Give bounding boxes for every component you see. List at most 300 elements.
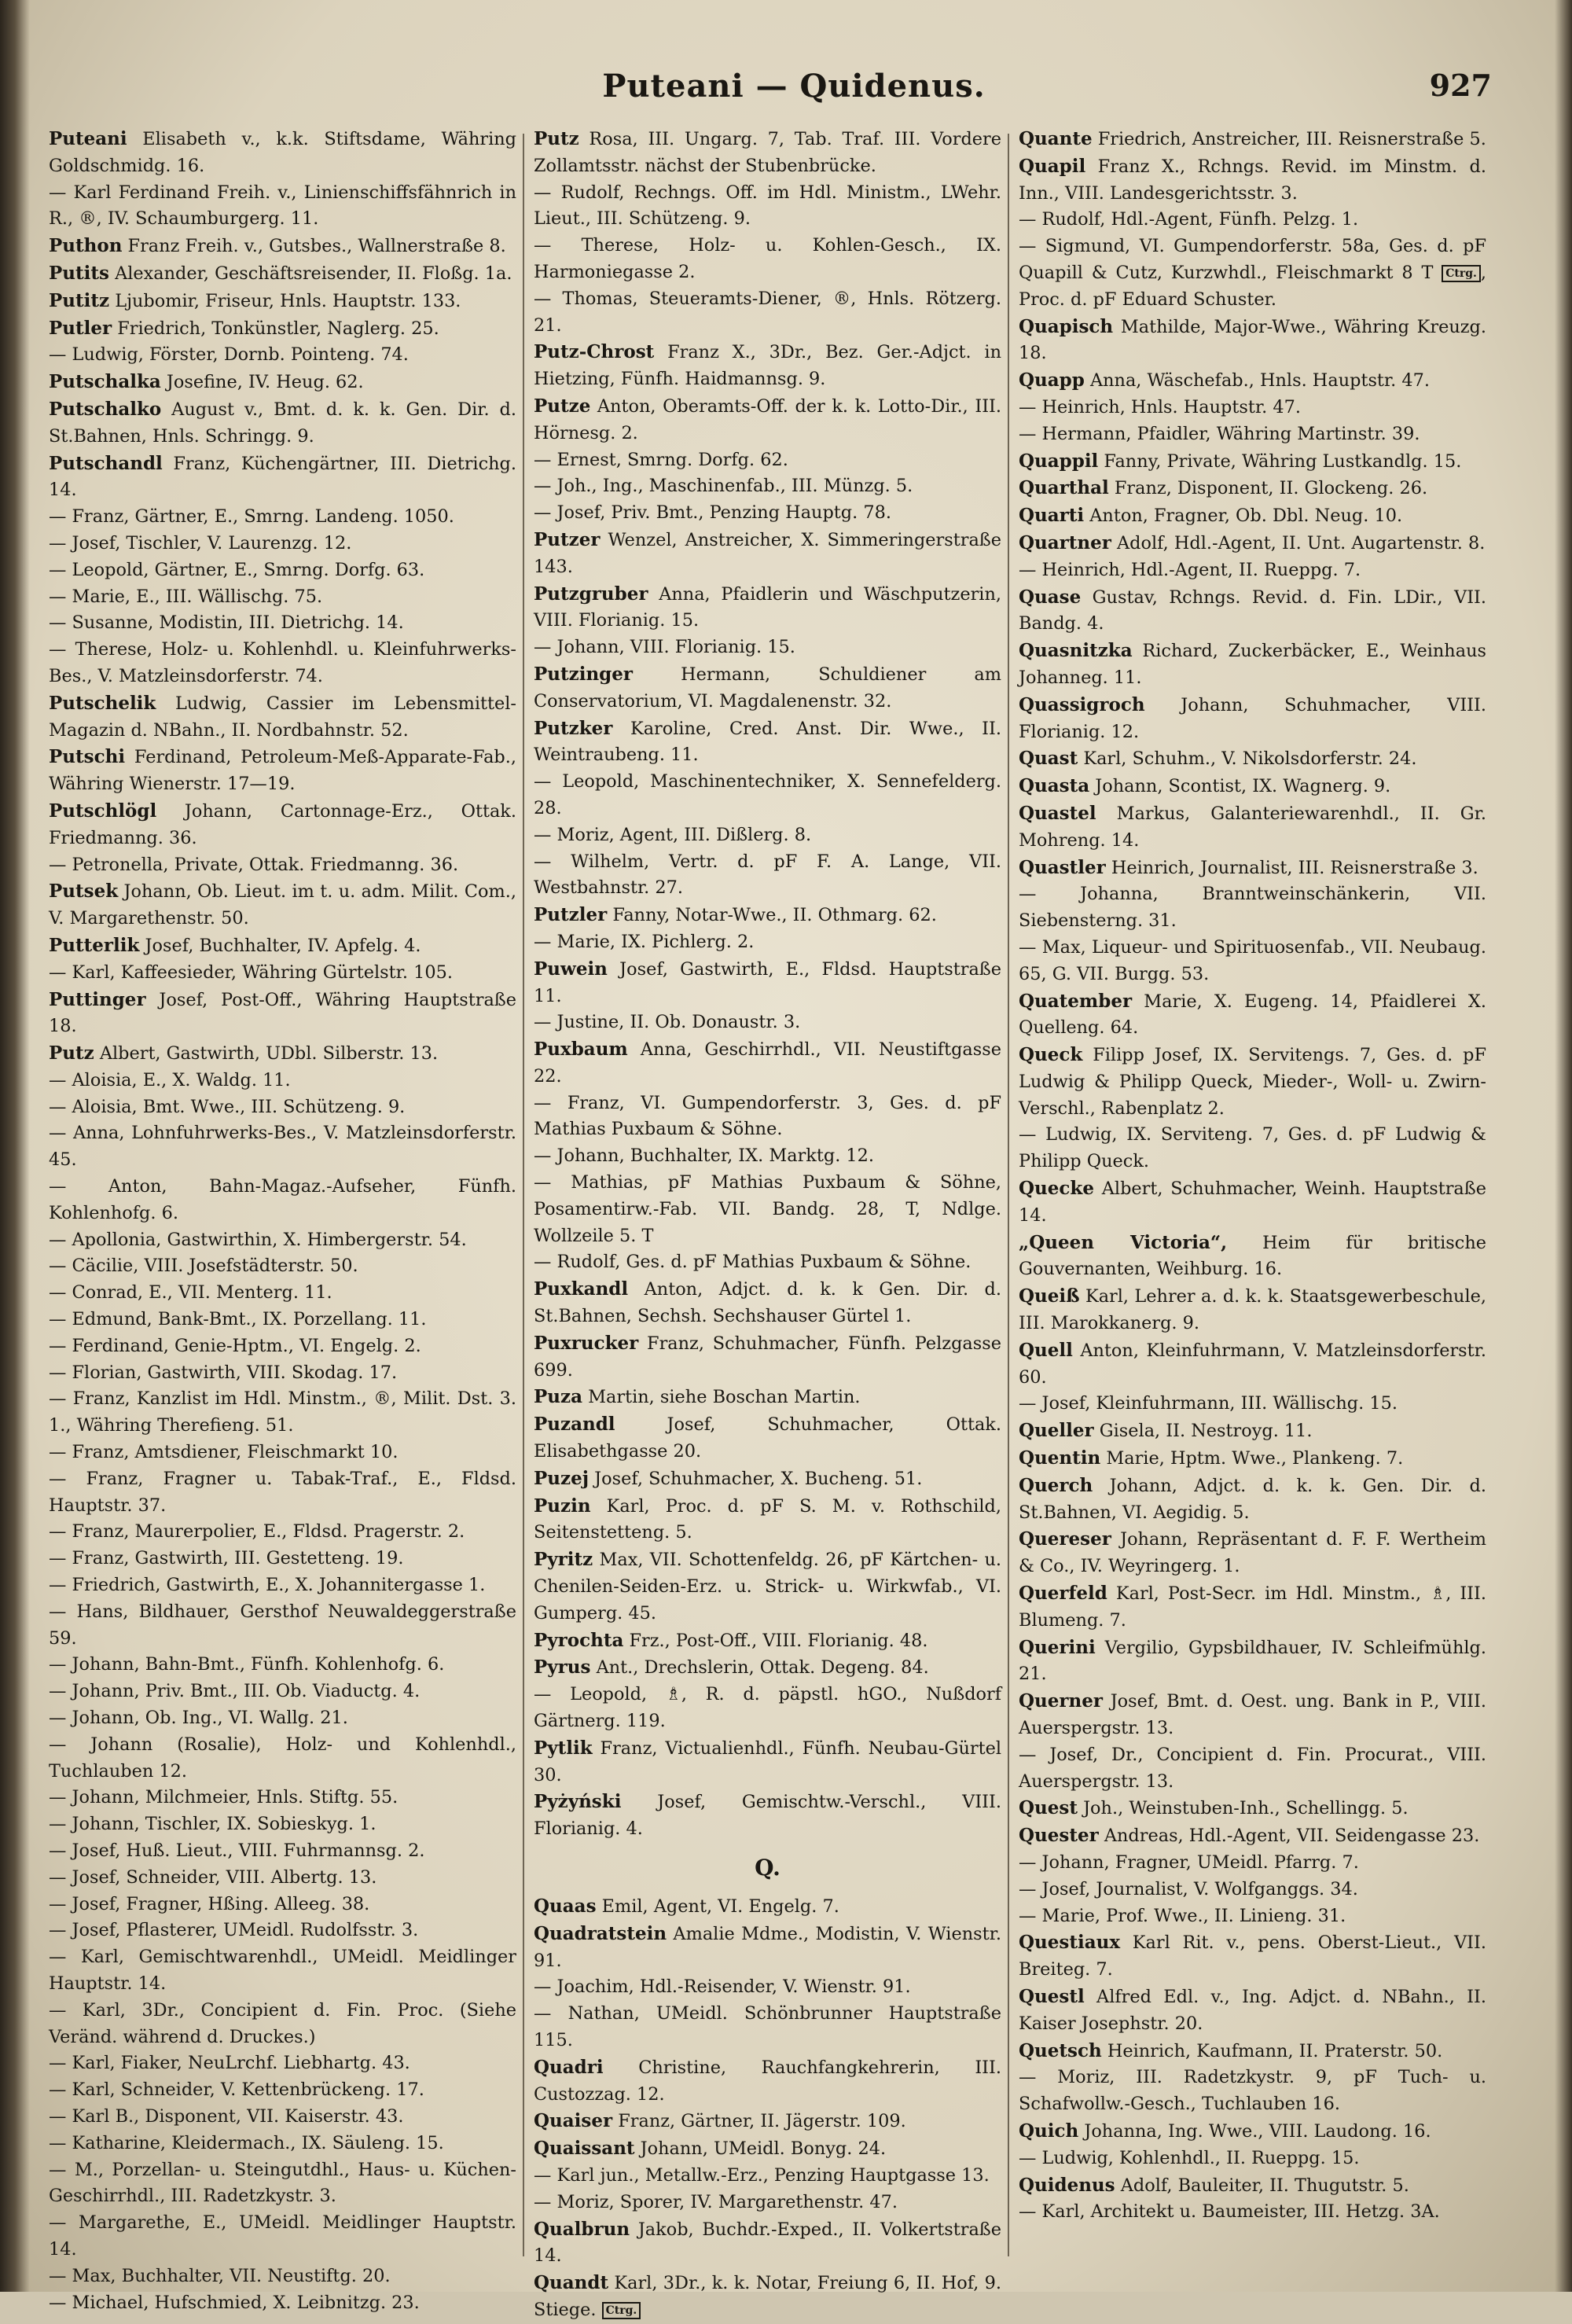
directory-entry xyxy=(534,1009,1001,1036)
page-header xyxy=(47,68,1541,131)
directory-entry xyxy=(49,1519,516,1546)
directory-entry xyxy=(1019,207,1486,234)
directory-entry xyxy=(534,715,1001,770)
entry-details: Karoline, Cred. Anst. Dir. Wwe., II. Weintraubeng. 11. xyxy=(534,718,1001,766)
entry-surname: Putze xyxy=(534,395,591,417)
entry-details: Albert, Gastwirth, UDbl. Silberstr. 13. xyxy=(94,1043,439,1065)
entry-details: — Katharine, Kleidermach., IX. Säuleng. 15. xyxy=(49,2132,444,2153)
directory-entry xyxy=(1019,1042,1486,1122)
entry-details: Johanna, Ing. Wwe., VIII. Laudong. 16. xyxy=(1078,2120,1431,2142)
entry-surname: Putitz xyxy=(49,289,110,311)
entry-details: Anna, Pfaidlerin und Wäschputzerin, VIII. Florianig. 15. xyxy=(534,583,1001,631)
entry-surname: Querfeld xyxy=(1019,1583,1107,1605)
directory-entry xyxy=(1019,421,1486,448)
entry-details: Ant., Drechslerin, Ottak. Degeng. 84. xyxy=(590,1657,929,1679)
entry-surname: Pytlik xyxy=(534,1737,593,1759)
directory-entry xyxy=(49,2077,516,2104)
directory-entry xyxy=(1019,153,1486,208)
directory-entry xyxy=(1019,234,1486,313)
directory-entry xyxy=(49,2290,516,2317)
entry-details: — Johann, VIII. Florianig. 15. xyxy=(534,637,795,658)
directory-entry xyxy=(534,1682,1001,1735)
entry-details: — Max, Buchhalter, VII. Neustiftg. 20. xyxy=(49,2265,391,2286)
entry-details: — Rudolf, Hdl.-Agent, Fünfh. Pelzg. 1. xyxy=(1019,209,1359,230)
entry-details: Gisela, II. Nestroyg. 11. xyxy=(1093,1421,1313,1442)
entry-details: — Moriz, Sporer, IV. Margarethenstr. 47. xyxy=(534,2191,898,2212)
entry-details: — Therese, Holz- u. Kohlenhdl. u. Kleinfuhrwerks-Bes., V. Matzleinsdorferstr. 74. xyxy=(49,639,516,686)
entry-details: Rosa, III. Ungarg. 7, Tab. Traf. III. Vordere Zollamtsstr. nächst der Stubenbrücke. xyxy=(534,129,1001,176)
entry-details: Mathilde, Major-Wwe., Währing Kreuzg. 18. xyxy=(1019,316,1486,364)
directory-entry xyxy=(1019,395,1486,421)
stamp-mark: Ctrg. xyxy=(602,2302,641,2319)
directory-entry xyxy=(534,339,1001,393)
entry-details: Josefine, IV. Heug. 62. xyxy=(160,372,364,393)
entry-surname: Putschlögl xyxy=(49,800,157,822)
entry-surname: Putschi xyxy=(49,746,126,768)
entry-details: Josef, Bmt. d. Oest. ung. Bank in P., VIII. Auerspergstr. 13. xyxy=(1019,1691,1486,1739)
entry-surname: Putzgruber xyxy=(534,583,648,605)
entry-details: Amalie Mdme., Modistin, V. Wienstr. 91. xyxy=(534,1923,1001,1971)
directory-entry xyxy=(49,1280,516,1307)
entry-details: — Josef, Tischler, V. Laurenzg. 12. xyxy=(49,532,352,553)
entry-details: — Aloisia, Bmt. Wwe., III. Schützeng. 9. xyxy=(49,1096,406,1117)
directory-entry xyxy=(49,960,516,987)
directory-entry xyxy=(534,1493,1001,1547)
entry-details: — Johann, Priv. Bmt., III. Ob. Viaductg. 4. xyxy=(49,1681,421,1702)
entry-details: — Josef, Priv. Bmt., Penzing Hauptg. 78. xyxy=(534,502,891,524)
entry-details: — Josef, Kleinfuhrmann, III. Wällischg. 15. xyxy=(1019,1393,1398,1414)
entry-surname: Quereser xyxy=(1019,1528,1111,1550)
directory-entry xyxy=(49,233,516,260)
directory-entry xyxy=(534,1789,1001,1843)
entry-details: — Florian, Gastwirth, VIII. Skodag. 17. xyxy=(49,1362,398,1383)
directory-entry xyxy=(49,396,516,450)
entry-details: — Moriz, Agent, III. Dißlerg. 8. xyxy=(534,824,812,845)
entry-details: Heim für britische Gouvernanten, Weihburg. 16. xyxy=(1019,1232,1486,1280)
entry-details: — Petronella, Private, Ottak. Friedmanng. 36. xyxy=(49,854,459,875)
directory-entry xyxy=(49,1599,516,1653)
directory-entry xyxy=(49,1040,516,1068)
entry-surname: Quasta xyxy=(1019,775,1090,797)
directory-entry xyxy=(49,987,516,1041)
entry-details: — Mathias, pF Mathias Puxbaum & Söhne, Posamentirw.-Fab. VII. Bandg. 28, T, Ndlge. Wollzeile 5. T xyxy=(534,1172,1001,1246)
entry-surname: Puthon xyxy=(49,235,123,257)
directory-entry xyxy=(1019,2118,1486,2146)
entry-details: Karl, Post-Secr. im Hdl. Minstm., ♗, III. Blumeng. 7. xyxy=(1019,1583,1486,1631)
directory-entry xyxy=(534,1143,1001,1170)
entry-surname: Putler xyxy=(49,317,112,339)
entry-surname: Puxkandl xyxy=(534,1278,629,1300)
entry-details: — Justine, II. Ob. Donaustr. 3. xyxy=(534,1012,801,1033)
directory-entry xyxy=(1019,1580,1486,1635)
directory-entry xyxy=(534,956,1001,1010)
entry-details: — Karl jun., Metallw.-Erz., Penzing Hauptgasse 13. xyxy=(534,2164,990,2186)
entry-details: Anton, Oberamts-Off. der k. k. Lotto-Dir., III. Hörnesg. 2. xyxy=(534,395,1001,443)
entry-details: Johann, Schuhmacher, VIII. Florianig. 12. xyxy=(1019,694,1486,742)
directory-entry xyxy=(534,473,1001,500)
directory-entry xyxy=(534,1170,1001,1249)
entry-details: — Apollonia, Gastwirthin, X. Himbergerstr. 54. xyxy=(49,1229,467,1250)
entry-surname: Puxbaum xyxy=(534,1039,628,1061)
entry-details: — Aloisia, E., X. Waldg. 11. xyxy=(49,1069,291,1090)
directory-entry xyxy=(1019,1445,1486,1473)
directory-entry xyxy=(49,126,516,180)
directory-entry xyxy=(1019,502,1486,530)
directory-entry xyxy=(1019,2146,1486,2172)
entry-surname: Quest xyxy=(1019,1797,1078,1819)
directory-entry xyxy=(49,342,516,369)
entry-details: August v., Bmt. d. k. k. Gen. Dir. d. St.Bahnen, Hnls. Schringg. 9. xyxy=(49,399,516,447)
entry-details: Franz, Gärtner, II. Jägerstr. 109. xyxy=(612,2111,906,2132)
entry-details: Christine, Rauchfangkehrerin, III. Custozzag. 12. xyxy=(534,2057,1001,2105)
entry-details: — Karl Ferdinand Freih. v., Linienschiffsfähnrich in R., ®, IV. Schaumburgerg. 11. xyxy=(49,182,516,230)
entry-details: — Johann, Buchhalter, IX. Marktg. 12. xyxy=(534,1145,875,1167)
entry-details: — Conrad, E., VII. Menterg. 11. xyxy=(49,1282,332,1304)
entry-details: — Leopold, Maschinentechniker, X. Sennefelderg. 28. xyxy=(534,771,1001,818)
directory-entry xyxy=(534,447,1001,474)
entry-surname: Quecke xyxy=(1019,1178,1094,1200)
entry-surname: Quante xyxy=(1019,128,1093,149)
entry-details: — Franz, Gastwirth, III. Gestetteng. 19. xyxy=(49,1548,404,1569)
entry-surname: Quapil xyxy=(1019,155,1086,177)
entry-details: — Sigmund, VI. Gumpendorferstr. 58a, Ges. d. pF Quapill & Cutz, Kurzwhdl., Fleischmarkt 8 T xyxy=(1019,236,1486,283)
directory-entry xyxy=(534,1330,1001,1384)
section-letter: Q. xyxy=(755,1855,780,1881)
directory-entry xyxy=(534,2135,1001,2163)
entry-details: — Ludwig, Kohlenhdl., II. Rueppg. 15. xyxy=(1019,2147,1360,2168)
entry-details: — Ernest, Smrng. Dorfg. 62. xyxy=(534,449,788,470)
directory-entry xyxy=(49,2104,516,2131)
directory-entry xyxy=(1019,126,1486,153)
directory-entry xyxy=(534,1384,1001,1411)
entry-details: — Friedrich, Gastwirth, E., X. Johannitergasse 1. xyxy=(49,1575,486,1596)
entry-details: Fanny, Notar-Wwe., II. Othmarg. 62. xyxy=(607,905,937,926)
entry-surname: Quatember xyxy=(1019,990,1133,1012)
entry-details: Josef, Schuhmacher, X. Bucheng. 51. xyxy=(589,1468,923,1489)
directory-entry xyxy=(534,2163,1001,2190)
entry-details: Ludwig, Cassier im Lebensmittel-Magazin d. NBahn., II. Nordbahnstr. 52. xyxy=(49,693,516,741)
directory-entry xyxy=(1019,557,1486,584)
directory-entry xyxy=(1019,448,1486,476)
entry-details: Josef, Gastwirth, E., Fldsd. Hauptstraße 11. xyxy=(534,958,1001,1006)
entry-surname: Queiß xyxy=(1019,1285,1080,1307)
directory-entry xyxy=(1019,773,1486,800)
directory-entry xyxy=(49,450,516,505)
directory-entry xyxy=(1019,988,1486,1042)
directory-entry xyxy=(1019,1742,1486,1796)
entry-details: Karl, Proc. d. pF S. M. v. Rothschild, Seitenstetteng. 5. xyxy=(534,1495,1001,1543)
entry-details: — Ludwig, Förster, Dornb. Pointeng. 74. xyxy=(49,344,409,366)
entry-details: Johann, Cartonnage-Erz., Ottak. Friedmanng. 36. xyxy=(49,800,516,848)
entry-details: — Johann (Rosalie), Holz- und Kohlenhdl., Tuchlauben 12. xyxy=(49,1734,516,1782)
entry-surname: Putschelik xyxy=(49,692,156,714)
entry-details: Franz, Victualienhdl., Fünfh. Neubau-Gürtel 30. xyxy=(534,1737,1001,1785)
directory-entry xyxy=(49,531,516,557)
directory-entry xyxy=(49,852,516,879)
page-edge-shadow xyxy=(1555,0,1572,2292)
entry-surname: Quapisch xyxy=(1019,315,1114,337)
directory-entry xyxy=(534,180,1001,234)
entry-surname: Quaiser xyxy=(534,2110,613,2132)
stamp-mark: Ctrg. xyxy=(1442,265,1481,282)
entry-details: — Franz, Amtsdiener, Fleischmarkt 10. xyxy=(49,1442,399,1463)
directory-entry xyxy=(1019,1903,1486,1930)
directory-entry xyxy=(534,2270,1001,2324)
entry-details: — Hermann, Pfaidler, Währing Martinstr. 39. xyxy=(1019,423,1420,444)
page-number: 927 xyxy=(1429,68,1492,103)
directory-entry xyxy=(49,1679,516,1705)
directory-entry xyxy=(1019,745,1486,773)
entry-surname: Puxrucker xyxy=(534,1332,639,1354)
directory-entry xyxy=(49,584,516,611)
entry-surname: Querner xyxy=(1019,1690,1103,1712)
entry-surname: Quentin xyxy=(1019,1447,1101,1469)
entry-surname: Putschalka xyxy=(49,371,161,393)
entry-details: — Karl, Architekt u. Baumeister, III. Hetzg. 3A. xyxy=(1019,2201,1440,2223)
entry-details: — Heinrich, Hdl.-Agent, II. Rueppg. 7. xyxy=(1019,559,1361,580)
directory-entry xyxy=(534,581,1001,635)
entry-details: Elisabeth v., k.k. Stiftsdame, Währing Goldschmidg. 16. xyxy=(49,129,516,176)
directory-entry xyxy=(534,769,1001,822)
entry-details: — Max, Liqueur- und Spirituosenfab., VII. Neubaug. 65, G. VII. Burgg. 53. xyxy=(1019,936,1486,984)
entry-surname: Putz xyxy=(49,1042,94,1065)
entry-surname: Queller xyxy=(1019,1420,1094,1442)
entry-details: — Marie, E., III. Wällischg. 75. xyxy=(49,586,323,607)
entry-surname: Quaissant xyxy=(534,2138,635,2160)
entry-surname: Puza xyxy=(534,1386,582,1408)
directory-entry xyxy=(534,1546,1001,1627)
entry-details: — Franz, Maurerpolier, E., Fldsd. Pragerstr. 2. xyxy=(49,1521,465,1543)
directory-entry xyxy=(534,126,1001,180)
directory-entry xyxy=(49,932,516,960)
directory-entry xyxy=(1019,2065,1486,2118)
entry-surname: Puttinger xyxy=(49,988,146,1010)
directory-entry xyxy=(1019,1877,1486,1903)
directory-entry xyxy=(49,1944,516,1998)
entry-details: — Karl, Schneider, V. Kettenbrückeng. 17. xyxy=(49,2079,424,2101)
entry-details: — Marie, Prof. Wwe., II. Linieng. 31. xyxy=(1019,1905,1346,1926)
entry-surname: Putzinger xyxy=(534,663,633,685)
directory-entry xyxy=(49,504,516,531)
directory-entry xyxy=(49,798,516,852)
entry-surname: Quappil xyxy=(1019,450,1099,472)
entry-details: — Leopold, ♗, R. d. päpstl. hGO., Nußdorf Gärtnerg. 119. xyxy=(534,1684,1001,1732)
entry-details: Anton, Adjct. d. k. k Gen. Dir. d. St.Bahnen, Sechsh. Sechshauser Gürtel 1. xyxy=(534,1279,1001,1327)
entry-surname: Quandt xyxy=(534,2272,609,2294)
running-head: Puteani — Quidenus. xyxy=(602,68,986,105)
column-1 xyxy=(49,126,516,2313)
entry-details: — M., Porzellan- u. Steingutdhl., Haus- u. Küchen-Geschirrhdl., III. Radetzkystr. 3. xyxy=(49,2159,516,2207)
entry-details: — Josef, Journalist, V. Wolfganggs. 34. xyxy=(1019,1878,1358,1899)
entry-surname: Pyrochta xyxy=(534,1629,624,1651)
entry-surname: Puzandl xyxy=(534,1414,615,1436)
entry-details: Wenzel, Anstreicher, X. Simmeringerstraße 143. xyxy=(534,529,1001,577)
directory-entry xyxy=(1019,584,1486,638)
entry-details: Franz Freih. v., Gutsbes., Wallnerstraße 8. xyxy=(122,236,506,257)
entry-surname: Quich xyxy=(1019,2120,1079,2142)
directory-entry xyxy=(534,1893,1001,1921)
entry-details: Albert, Schuhmacher, Weinh. Hauptstraße 14. xyxy=(1019,1179,1486,1226)
entry-details: Frz., Post-Off., VIII. Florianig. 48. xyxy=(623,1630,928,1651)
entry-surname: Puzin xyxy=(534,1495,591,1517)
entry-details: — Karl, Kaffeesieder, Währing Gürtelstr. 105. xyxy=(49,962,453,983)
directory-entry xyxy=(49,1705,516,1732)
entry-details: — Rudolf, Rechngs. Off. im Hdl. Ministm., LWehr. Lieut., III. Schützeng. 9. xyxy=(534,182,1001,230)
directory-entry xyxy=(1019,1283,1486,1337)
directory-entry xyxy=(1019,1822,1486,1850)
entry-details: Franz, Schuhmacher, Fünfh. Pelzgasse 699. xyxy=(534,1333,1001,1381)
entry-details: — Josef, Pflasterer, UMeidl. Rudolfsstr. 3. xyxy=(49,1920,419,1941)
entry-details: — Josef, Schneider, VIII. Albertg. 13. xyxy=(49,1866,377,1888)
directory-entry xyxy=(1019,1473,1486,1527)
directory-entry xyxy=(534,2108,1001,2135)
directory-entry xyxy=(1019,1984,1486,2038)
entry-details: Karl Rit. v., pens. Oberst-Lieut., VII. Breiteg. 7. xyxy=(1019,1932,1486,1980)
entry-details: Franz, Disponent, II. Glockeng. 26. xyxy=(1108,478,1428,499)
directory-entry xyxy=(1019,1929,1486,1984)
entry-details: — Johann, Ob. Ing., VI. Wallg. 21. xyxy=(49,1708,348,1729)
entry-details: — Thomas, Steueramts-Diener, ®, Hnls. Rötzerg. 21. xyxy=(534,288,1001,336)
entry-details: Max, VII. Schottenfeldg. 26, pF Kärtchen- u. Chenilen-Seiden-Erz. u. Strick- u. Wirkwfab., VI. Gumperg. 45. xyxy=(534,1550,1001,1623)
directory-entry xyxy=(49,1174,516,1227)
entry-details: — Ferdinand, Genie-Hptm., VI. Engelg. 2. xyxy=(49,1335,421,1356)
directory-entry xyxy=(534,849,1001,903)
entry-details: Markus, Galanteriewarenhdl., II. Gr. Mohreng. 14. xyxy=(1019,803,1486,851)
directory-entry xyxy=(49,315,516,343)
entry-surname: Puwein xyxy=(534,958,608,980)
directory-entry xyxy=(49,1865,516,1892)
directory-entry xyxy=(534,1974,1001,2001)
entry-details: — Nathan, UMeidl. Schönbrunner Hauptstraße 115. xyxy=(534,2003,1001,2050)
entry-details: Johann, Ob. Lieut. im t. u. adm. Milit. Com., V. Margarethenstr. 50. xyxy=(49,881,516,929)
entry-details: — Josef, Huß. Lieut., VIII. Fuhrmannsg. 2. xyxy=(49,1840,425,1861)
entry-details: Josef, Post-Off., Währing Hauptstraße 18. xyxy=(49,989,516,1037)
entry-details: Emil, Agent, VI. Engelg. 7. xyxy=(596,1896,839,1917)
directory-entry xyxy=(1019,1337,1486,1392)
entry-details: Johann, Repräsentant d. F. F. Wertheim & Co., IV. Weyringerg. 1. xyxy=(1019,1529,1486,1577)
entry-details: — Johann, Bahn-Bmt., Fünfh. Kohlenhofg. 6. xyxy=(49,1654,445,1675)
directory-columns xyxy=(49,126,1487,2320)
entry-details: Richard, Zuckerbäcker, E., Weinhaus Johanneg. 11. xyxy=(1019,641,1486,688)
entry-details: — Joh., Ing., Maschinenfab., III. Münzg. 5. xyxy=(534,476,913,497)
directory-entry xyxy=(49,1998,516,2051)
entry-surname: Putschalko xyxy=(49,398,162,420)
entry-surname: Pyżyński xyxy=(534,1791,622,1813)
directory-entry xyxy=(1019,1230,1486,1284)
directory-entry xyxy=(534,2001,1001,2054)
entry-details: Adolf, Bauleiter, II. Thugutstr. 5. xyxy=(1115,2175,1409,2196)
entry-details: — Anna, Lohnfuhrwerks-Bes., V. Matzleinsdorferstr. 45. xyxy=(49,1123,516,1171)
directory-entry xyxy=(1019,855,1486,882)
directory-entry xyxy=(534,1036,1001,1090)
directory-entry xyxy=(534,1921,1001,1975)
entry-details: Marie, Hptm. Wwe., Plankeng. 7. xyxy=(1100,1448,1404,1469)
entry-surname: Putz-Chrost xyxy=(534,341,655,363)
directory-entry xyxy=(534,1411,1001,1465)
directory-entry xyxy=(534,902,1001,929)
entry-details: Johann, UMeidl. Bonyg. 24. xyxy=(634,2138,887,2160)
entry-details: — Karl, 3Dr., Concipient d. Fin. Proc. (Siehe Veränd. während d. Druckes.) xyxy=(49,1999,516,2047)
directory-entry xyxy=(49,1333,516,1360)
entry-details: Johann, Adjct. d. k. k. Gen. Dir. d. St.Bahnen, VI. Aegidig. 5. xyxy=(1019,1475,1486,1523)
entry-details: — Joachim, Hdl.-Reisender, V. Wienstr. 91. xyxy=(534,1977,911,1998)
directory-entry xyxy=(49,369,516,396)
entry-details: Franz, Küchengärtner, III. Dietrichg. 14. xyxy=(49,453,516,501)
entry-surname: Pyritz xyxy=(534,1549,593,1571)
directory-entry xyxy=(49,878,516,932)
entry-surname: Putz xyxy=(534,128,579,149)
directory-entry xyxy=(1019,2038,1486,2065)
directory-entry xyxy=(1019,1418,1486,1445)
entry-surname: Quassigroch xyxy=(1019,693,1145,715)
entry-details: Anna, Geschirrhdl., VII. Neustiftgasse 22. xyxy=(534,1039,1001,1087)
entry-details: Alexander, Geschäftsreisender, II. Floßg. 1a. xyxy=(108,263,512,284)
entry-details: Ferdinand, Petroleum-Meß-Apparate-Fab., Währing Wienerstr. 17—19. xyxy=(49,747,516,795)
entry-surname: Quester xyxy=(1019,1825,1099,1847)
entry-surname: Putterlik xyxy=(49,934,140,956)
entry-details: Friedrich, Tonkünstler, Naglerg. 25. xyxy=(112,318,439,339)
directory-entry xyxy=(49,2131,516,2157)
directory-entry xyxy=(49,1120,516,1174)
column-3 xyxy=(1019,126,1486,2264)
entry-surname: Quasnitzka xyxy=(1019,640,1133,662)
entry-surname: Quetsch xyxy=(1019,2039,1102,2061)
entry-surname: Queck xyxy=(1019,1044,1083,1066)
directory-entry xyxy=(1019,1122,1486,1175)
directory-entry xyxy=(1019,1526,1486,1580)
entry-details: — Michael, Hufschmied, X. Leibnitzg. 23. xyxy=(49,2292,420,2313)
entry-details: Franz X., Rchngs. Revid. im Minstm. d. Inn., VIII. Landesgerichtsstr. 3. xyxy=(1019,156,1486,204)
entry-surname: Putschandl xyxy=(49,452,163,474)
directory-entry xyxy=(1019,692,1486,746)
directory-entry xyxy=(49,1440,516,1466)
entry-details: Filipp Josef, IX. Servitengs. 7, Ges. d. pF Ludwig & Philipp Queck, Mieder-, Woll- u. Zwirn-Verschl., Rabenplatz 2. xyxy=(1019,1045,1486,1119)
directory-entry xyxy=(49,2263,516,2290)
directory-entry xyxy=(1019,314,1486,368)
directory-entry xyxy=(1019,1391,1486,1418)
directory-entry xyxy=(49,1227,516,1254)
entry-surname: Quell xyxy=(1019,1339,1073,1361)
directory-entry xyxy=(49,1785,516,1811)
directory-entry xyxy=(1019,475,1486,502)
entry-details: Friedrich, Anstreicher, III. Reisnerstraße 5. xyxy=(1092,129,1486,149)
directory-entry xyxy=(49,2210,516,2263)
entry-details: — Karl B., Disponent, VII. Kaiserstr. 43. xyxy=(49,2105,404,2127)
directory-entry xyxy=(49,1068,516,1094)
directory-entry xyxy=(49,1892,516,1918)
directory-entry xyxy=(534,1276,1001,1330)
entry-details: — Hans, Bildhauer, Gersthof Neuwaldeggerstraße 59. xyxy=(49,1601,516,1649)
directory-entry xyxy=(1019,881,1486,935)
directory-entry xyxy=(534,1735,1001,1789)
entry-details: Martin, siehe Boschan Martin. xyxy=(582,1387,861,1408)
directory-entry xyxy=(49,288,516,315)
directory-entry xyxy=(49,744,516,798)
entry-details: Karl, Schuhm., V. Nikolsdorferstr. 24. xyxy=(1078,748,1417,770)
entry-surname: Quadri xyxy=(534,2056,604,2078)
entry-details: — Franz, Fragner u. Tabak-Traf., E., Fldsd. Hauptstr. 37. xyxy=(49,1468,516,1516)
entry-details: — Edmund, Bank-Bmt., IX. Porzellang. 11. xyxy=(49,1309,427,1330)
entry-surname: Querch xyxy=(1019,1474,1093,1496)
entry-surname: Questl xyxy=(1019,1985,1085,2007)
entry-details: Johann, Scontist, IX. Wagnerg. 9. xyxy=(1089,776,1391,797)
directory-entry xyxy=(534,286,1001,340)
entry-details: — Moriz, III. Radetzkystr. 9, pF Tuch- u. Schafwollw.-Gesch., Tuchlauben 16. xyxy=(1019,2067,1486,2115)
directory-entry xyxy=(1019,638,1486,692)
directory-entry xyxy=(1019,1175,1486,1230)
entry-details: — Johann, Fragner, UMeidl. Pfarrg. 7. xyxy=(1019,1852,1359,1873)
entry-details: — Karl, Fiaker, NeuLrchf. Liebhartg. 43. xyxy=(49,2053,410,2074)
